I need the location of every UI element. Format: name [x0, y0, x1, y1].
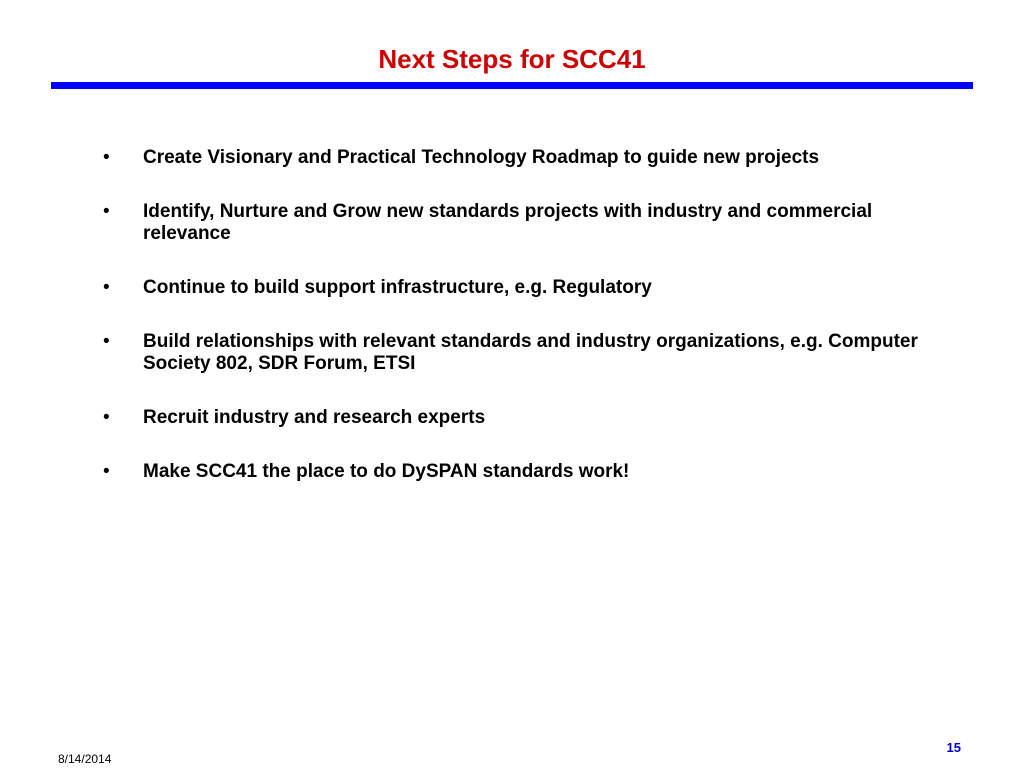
- slide-title: Next Steps for SCC41: [378, 44, 646, 74]
- bullet-item-roadmap: [100, 147, 920, 169]
- title-underline-rule: [51, 82, 973, 89]
- bullet-item-relationships: [100, 331, 920, 375]
- bullet-item-recruit: [100, 407, 920, 429]
- bullet-dot-icon: •: [103, 277, 110, 298]
- bullet-item-infrastructure: [100, 277, 920, 299]
- bullet-item-grow-projects: [100, 201, 920, 245]
- bullet-text: Build relationships with relevant standards and industry organizations, e.g. Computer Society 802, SDR Forum, ETSI: [143, 331, 918, 374]
- page-number: 15: [946, 740, 961, 755]
- bullet-list: [100, 147, 920, 515]
- bullet-text: Identify, Nurture and Grow new standards projects with industry and commercial relevance: [143, 201, 873, 244]
- bullet-item-dyspan: [100, 461, 920, 483]
- bullet-dot-icon: •: [103, 147, 110, 168]
- bullet-text: Create Visionary and Practical Technology Roadmap to guide new projects: [143, 147, 820, 168]
- bullet-text: Recruit industry and research experts: [143, 407, 486, 428]
- bullet-text: Make SCC41 the place to do DySPAN standards work!: [143, 461, 630, 482]
- bullet-dot-icon: •: [103, 461, 110, 482]
- bullet-dot-icon: •: [103, 407, 110, 428]
- bullet-text: Continue to build support infrastructure, e.g. Regulatory: [143, 277, 652, 298]
- footer-date: 8/14/2014: [58, 752, 112, 766]
- bullet-dot-icon: •: [103, 331, 110, 352]
- bullet-dot-icon: •: [103, 201, 110, 222]
